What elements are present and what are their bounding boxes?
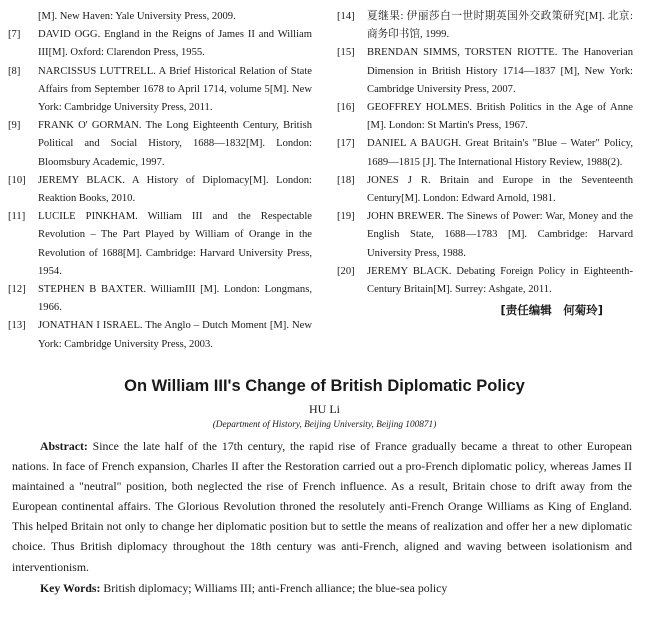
keywords-label: Key Words: [40,581,101,595]
reference-text: NARCISSUS LUTTRELL. A Brief Historical Relation of State Affairs from September 1678 to April 1714, volume 5[M]. New York: Cambridge University Press, 2011. [38,65,312,114]
reference-text: JEREMY BLACK. Debating Foreign Policy in Eighteenth-Century Britain[M]. Surrey: Ashgate, 2011. [367,265,633,296]
reference-number: [19] [337,211,355,223]
reference-item [8,281,312,317]
reference-text: JONATHAN I ISRAEL. The Anglo – Dutch Moment [M]. New York: Cambridge University Press, 2003. [38,320,312,350]
reference-text: JOHN BREWER. The Sinews of Power: War, Money and the English State, 1688—1783 [M]. Cambridge: Harvard University Press, 1988. [367,211,633,259]
reference-item [8,8,312,26]
reference-text: GEOFFREY HOLMES. British Politics in the Age of Anne [M]. London: St Martin's Press, 1967. [367,102,633,132]
reference-number: [17] [337,138,355,150]
reference-text: DANIEL A BAUGH. Great Britain's "Blue – Water" Policy, 1689—1815 [J]. The International History Review, 1988(2). [367,138,633,168]
reference-item [8,172,312,208]
author-name: HU Li [309,402,340,416]
reference-item [337,208,633,263]
reference-item [8,117,312,172]
responsible-editor: [责任编辑 何菊玲] [500,303,603,318]
reference-number: [20] [337,265,355,277]
reference-list [0,8,649,360]
reference-text: BRENDAN SIMMS, TORSTEN RIOTTE. The Hanoverian Dimension in British History 1714—1837 [M], New York: Cambridge University Press, 2007. [367,47,633,95]
reference-number: [8] [8,65,21,77]
reference-text: FRANK O' GORMAN. The Long Eighteenth Century, British Political and Social History, 1688—1832[M]. London: Bloomsbury Academic, 1997. [38,120,312,168]
reference-number: [12] [8,284,26,296]
author-affiliation: (Department of History, Beijing University, Beijing 100871) [212,420,437,430]
reference-text: LUCILE PINKHAM. William III and the Respectable Revolution – The Part Played by William of Orange in the Revolution of 1688[M]. Cambridge: Harvard University Press, 1954. [38,211,312,277]
reference-number: [10] [8,174,26,186]
keywords [12,578,632,598]
reference-item [8,208,312,281]
reference-item [8,63,312,118]
reference-item [337,172,633,208]
reference-item [337,263,633,299]
reference-column-right [337,8,633,320]
reference-text: DAVID OGG. England in the Reigns of James II and William III[M]. Oxford: Clarendon Press, 1955. [38,29,312,59]
abstract-text: Since the late half of the 17th century, the rapid rise of France gradually became a threat to other European nations. In face of French expansion, Charles II after the Restoration carried out a pro-French diplomatic policy, whereas James II maintained a "neutral" position, both neglected the rise of French influence. As a result, Britain chose to drift away from the European continental affairs. The Glorious Revolution throned the resolutely anti-French Orange Williams as King of England. This helped Britain not only to change her diplomatic position but to settle the means of realization and offer her a new diplomatic choice. Thus British diplomacy throughout the 18th century was anti-French, aligned and waving between isolationism and interventionism. [12,439,632,574]
reference-text: JEREMY BLACK. A History of Diplomacy[M]. London: Reaktion Books, 2010. [38,174,312,205]
reference-item [337,44,633,99]
reference-number: [7] [8,29,21,41]
reference-item [337,99,633,135]
reference-text: STEPHEN B BAXTER. WilliamIII [M]. London: Longmans, 1966. [38,284,312,314]
reference-number: [18] [337,174,355,186]
paper-title: On William III's Change of British Diplomatic Policy [124,377,525,395]
reference-number: [15] [337,47,355,59]
reference-column-left [8,8,312,354]
reference-item [8,26,312,62]
reference-item [337,135,633,171]
reference-number: [11] [8,211,26,223]
reference-text: JONES J R. Britain and Europe in the Seventeenth Century[M]. London: Edward Arnold, 1981. [367,174,633,205]
reference-text: 夏继果: 伊丽莎白一世时期英国外交政策研究[M]. 北京: 商务印书馆, 1999. [367,11,633,41]
reference-number: [16] [337,102,355,114]
abstract [12,436,632,577]
reference-item [8,317,312,353]
abstract-label: Abstract: [40,439,88,453]
reference-number: [13] [8,320,26,332]
reference-number: [14] [337,11,355,22]
reference-number: [9] [8,120,21,132]
reference-item [337,8,633,44]
keywords-text: British diplomacy; Williams III; anti-French alliance; the blue-sea policy [103,581,448,595]
reference-text: [M]. New Haven: Yale University Press, 2009. [38,11,236,22]
